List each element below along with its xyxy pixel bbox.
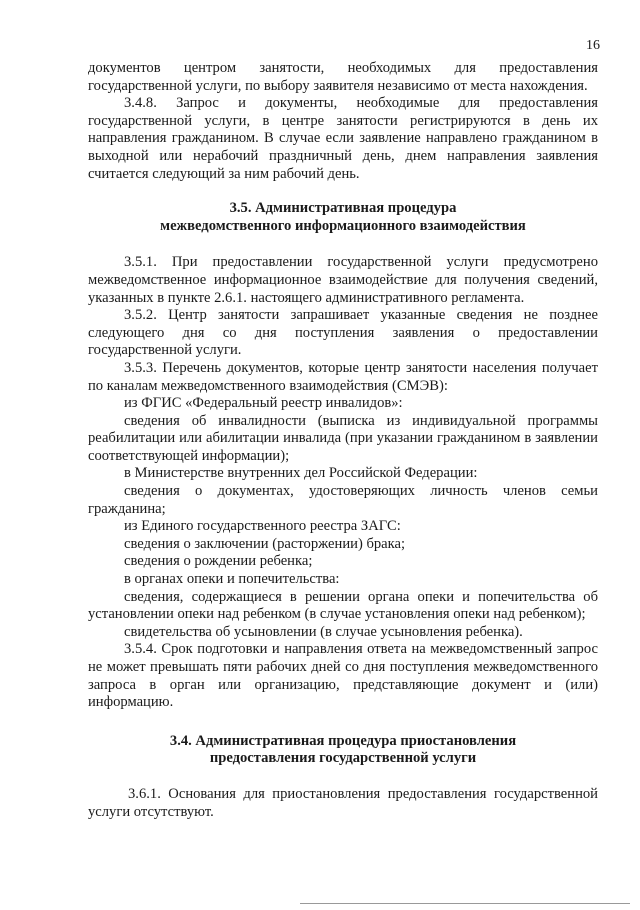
section-3-5-title-line1: 3.5. Административная процедура (229, 200, 457, 217)
list-item: из ФГИС «Федеральный реестр инвалидов»: (124, 395, 403, 412)
paragraph-continuation: документов центром занятости, необходимых для предоставления государственной услуги, по выбору заявителя независимо от места нахождения. (88, 60, 598, 94)
section-3-4-title-line1: 3.4. Административная процедура приостановления (169, 732, 517, 749)
paragraph-3-6-1: 3.6.1. Основания для приостановления предоставления государственной услуги отсутствуют. (88, 785, 598, 820)
paragraph-3-5-1: 3.5.1. При предоставлении государственной услуги предусмотрено межведомственное информационное взаимодействие для получения сведений, указанных в пункте 2.6.1. настоящего административного регламента. (88, 254, 598, 306)
list-item: сведения об инвалидности (выписка из индивидуальной программы реабилитации или абилитации инвалида (при указании гражданином в заявлении соответствующей информации); (88, 412, 598, 464)
list-item: из Единого государственного реестра ЗАГС: (124, 518, 401, 535)
list-item: сведения о заключении (расторжении) брака; (124, 535, 406, 552)
list-item: сведения о документах, удостоверяющих личность членов семьи гражданина; (88, 483, 598, 517)
section-3-5-title (88, 200, 598, 235)
list-item: сведения о рождении ребенка; (124, 553, 313, 570)
list-item: в органах опеки и попечительства: (124, 571, 340, 588)
list-item: свидетельства об усыновлении (в случае усыновления ребенка). (124, 623, 523, 640)
paragraph-3-4-8: 3.4.8. Запрос и документы, необходимые для предоставления государственной услуги, в центре занятости регистрируются в день их направления гражданином. В случае если заявление направлено гражданином в выходной или нерабочий праздничный день, днем направления заявления считается следующий за ним рабочий день. (88, 95, 598, 182)
footer-rule (300, 903, 630, 904)
section-3-4-title-line2: предоставления государственной услуги (209, 750, 477, 767)
paragraph-3-5-4: 3.5.4. Срок подготовки и направления ответа на межведомственный запрос не может превышать пяти рабочих дней со дня поступления межведомственного запроса в орган или организацию, представляющие документ и (или) информацию. (88, 641, 598, 711)
paragraph-3-5-2: 3.5.2. Центр занятости запрашивает указанные сведения не позднее следующего дня со дня поступления заявления о предоставлении государственной услуги. (88, 307, 598, 359)
section-3-5-title-line2: межведомственного информационного взаимодействия (160, 217, 526, 234)
list-item: сведения, содержащиеся в решении органа опеки и попечительства об установлении опеки над ребенком (в случае установления опеки над ребенком); (88, 588, 598, 623)
paragraph-3-5-3: 3.5.3. Перечень документов, которые центр занятости населения получает по каналам межведомственного взаимодействия (СМЭВ): (88, 359, 598, 394)
list-item: в Министерстве внутренних дел Российской Федерации: (124, 465, 478, 482)
section-3-4-title (88, 733, 598, 768)
document-body (88, 60, 598, 821)
page-number: 16 (586, 38, 600, 53)
